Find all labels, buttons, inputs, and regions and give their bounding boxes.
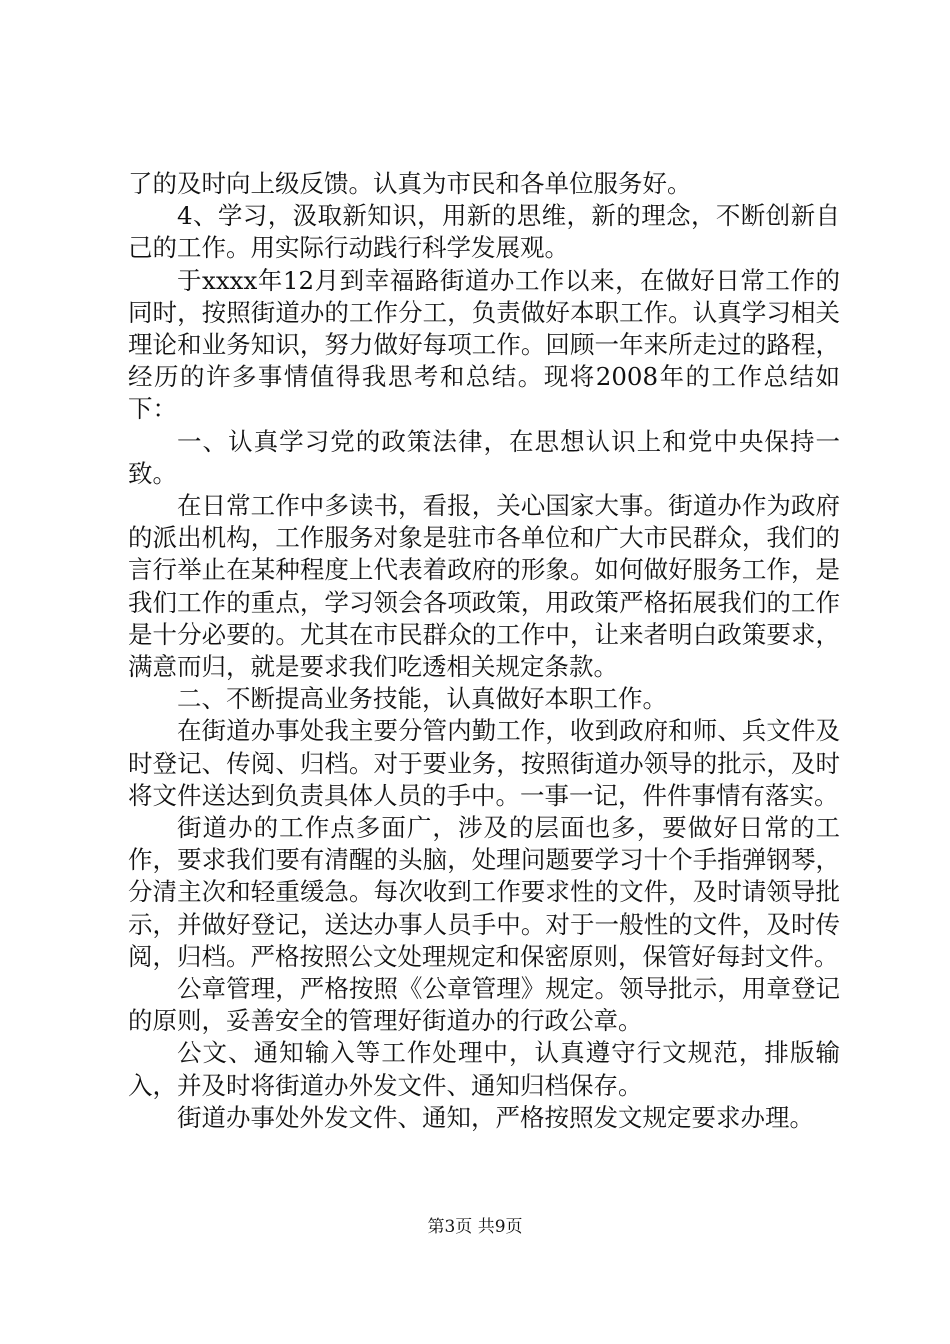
paragraph-3: 于xxxx年12月到幸福路街道办工作以来，在做好日常工作的同时，按照街道办的工作分工，负责做好本职工作。认真学习相关理论和业务知识，努力做好每项工作。回顾一年来所走过的路程，经历的许多事情值得我思考和总结。现将2008年的工作总结如下：	[128, 265, 840, 424]
paragraph-2: 4、学习，汲取新知识，用新的思维，新的理念，不断创新自己的工作。用实际行动践行科学发展观。	[128, 201, 840, 263]
section-heading-2: 二、不断提高业务技能，认真做好本职工作。	[177, 684, 667, 714]
document-body	[128, 168, 840, 1134]
paragraph-5: 在日常工作中多读书，看报，关心国家大事。街道办作为政府的派出机构，工作服务对象是驻市各单位和广大市民群众，我们的言行举止在某种程度上代表着政府的形象。如何做好服务工作，是我们工作的重点，学习领会各项政策，用政策严格拓展我们的工作是十分必要的。尤其在市民群众的工作中，让来者明白政策要求，满意而归，就是要求我们吃透相关规定条款。	[128, 491, 840, 682]
paragraph-11: 街道办事处外发文件、通知，严格按照发文规定要求办理。	[177, 1102, 814, 1132]
paragraph-9: 公章管理，严格按照《公章管理》规定。领导批示，用章登记的原则，妥善安全的管理好街道办的行政公章。	[128, 974, 840, 1036]
paragraph-1: 了的及时向上级反馈。认真为市民和各单位服务好。	[128, 169, 692, 198]
page-number: 第3页 共9页	[427, 1217, 523, 1237]
paragraph-8: 街道办的工作点多面广，涉及的层面也多，要做好日常的工作，要求我们要有清醒的头脑，处理问题要学习十个手指弹钢琴，分清主次和轻重缓急。每次收到工作要求性的文件，及时请领导批示，并做好登记，送达办事人员手中。对于一般性的文件，及时传阅，归档。严格按照公文处理规定和保密原则，保管好每封文件。	[128, 813, 840, 971]
paragraph-10: 公文、通知输入等工作处理中，认真遵守行文规范，排版输入，并及时将街道办外发文件、通知归档保存。	[128, 1038, 840, 1100]
section-heading-1: 一、认真学习党的政策法律，在思想认识上和党中央保持一致。	[128, 426, 840, 488]
paragraph-7: 在街道办事处我主要分管内勤工作，收到政府和师、兵文件及时登记、传阅、归档。对于要业务，按照街道办领导的批示，及时将文件送达到负责具体人员的手中。一事一记，件件事情有落实。	[128, 716, 840, 810]
